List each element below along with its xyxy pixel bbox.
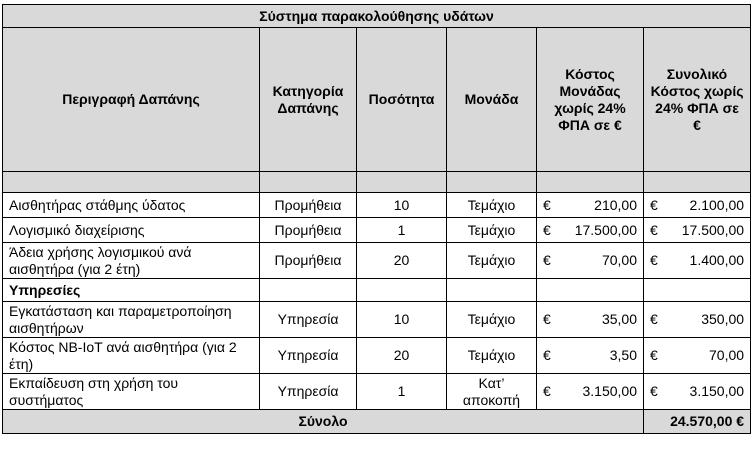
- section-label: Υπηρεσίες: [3, 279, 260, 302]
- row-unit-cost: € 70,00: [537, 243, 644, 279]
- header-category: Κατηγορία Δαπάνης: [260, 28, 357, 172]
- row-category: Προμήθεια: [260, 243, 357, 279]
- row-total-cost: € 1.400,00: [644, 243, 751, 279]
- row-description: Εκπαίδευση στη χρήση του συστήματος: [3, 374, 260, 410]
- header-row: [3, 28, 751, 172]
- row-category: Υπηρεσία: [260, 338, 357, 374]
- row-quantity: 20: [357, 243, 447, 279]
- row-quantity: 10: [357, 302, 447, 338]
- header-unit-cost: Κόστος Μονάδας χωρίς 24% ΦΠΑ σε €: [537, 28, 644, 172]
- spacer-row: [3, 172, 751, 193]
- header-description: Περιγραφή Δαπάνης: [3, 28, 260, 172]
- table-title: Σύστημα παρακολούθησης υδάτων: [3, 5, 751, 28]
- cost-table: [2, 4, 751, 434]
- row-unit-cost: € 210,00: [537, 193, 644, 218]
- total-row: [3, 410, 751, 434]
- row-unit-cost: € 35,00: [537, 302, 644, 338]
- row-category: Προμήθεια: [260, 218, 357, 243]
- row-description: Άδεια χρήσης λογισμικού ανά αισθητήρα (για 2 έτη): [3, 243, 260, 279]
- row-unit: Τεμάχιο: [447, 193, 537, 218]
- table-row: [3, 374, 751, 410]
- table-row: [3, 243, 751, 279]
- row-category: Υπηρεσία: [260, 374, 357, 410]
- row-unit-cost: € 3,50: [537, 338, 644, 374]
- row-unit: Τεμάχιο: [447, 218, 537, 243]
- section-row-services: [3, 279, 751, 302]
- row-description: Αισθητήρας στάθμης ύδατος: [3, 193, 260, 218]
- row-total-cost: € 3.150,00: [644, 374, 751, 410]
- table-row: [3, 302, 751, 338]
- header-quantity: Ποσότητα: [357, 28, 447, 172]
- table-row: [3, 338, 751, 374]
- row-quantity: 1: [357, 218, 447, 243]
- total-label: Σύνολο: [3, 410, 644, 434]
- row-category: Υπηρεσία: [260, 302, 357, 338]
- row-total-cost: € 2.100,00: [644, 193, 751, 218]
- row-description: Εγκατάσταση και παραμετροποίηση αισθητήρων: [3, 302, 260, 338]
- row-unit-cost: € 3.150,00: [537, 374, 644, 410]
- row-quantity: 20: [357, 338, 447, 374]
- row-total-cost: € 70,00: [644, 338, 751, 374]
- row-description: Κόστος NB-IoT ανά αισθητήρα (για 2 έτη): [3, 338, 260, 374]
- row-quantity: 1: [357, 374, 447, 410]
- row-unit: Κατ’ αποκοπή: [447, 374, 537, 410]
- row-quantity: 10: [357, 193, 447, 218]
- title-row: [3, 5, 751, 28]
- row-total-cost: € 17.500,00: [644, 218, 751, 243]
- table-row: [3, 193, 751, 218]
- total-value: 24.570,00 €: [644, 410, 751, 434]
- row-total-cost: € 350,00: [644, 302, 751, 338]
- row-unit: Τεμάχιο: [447, 302, 537, 338]
- row-category: Προμήθεια: [260, 193, 357, 218]
- row-unit-cost: € 17.500,00: [537, 218, 644, 243]
- table-row: [3, 218, 751, 243]
- row-unit: Τεμάχιο: [447, 243, 537, 279]
- header-unit: Μονάδα: [447, 28, 537, 172]
- header-total-cost: Συνολικό Κόστος χωρίς 24% ΦΠΑ σε €: [644, 28, 751, 172]
- row-unit: Τεμάχιο: [447, 338, 537, 374]
- row-description: Λογισμικό διαχείρισης: [3, 218, 260, 243]
